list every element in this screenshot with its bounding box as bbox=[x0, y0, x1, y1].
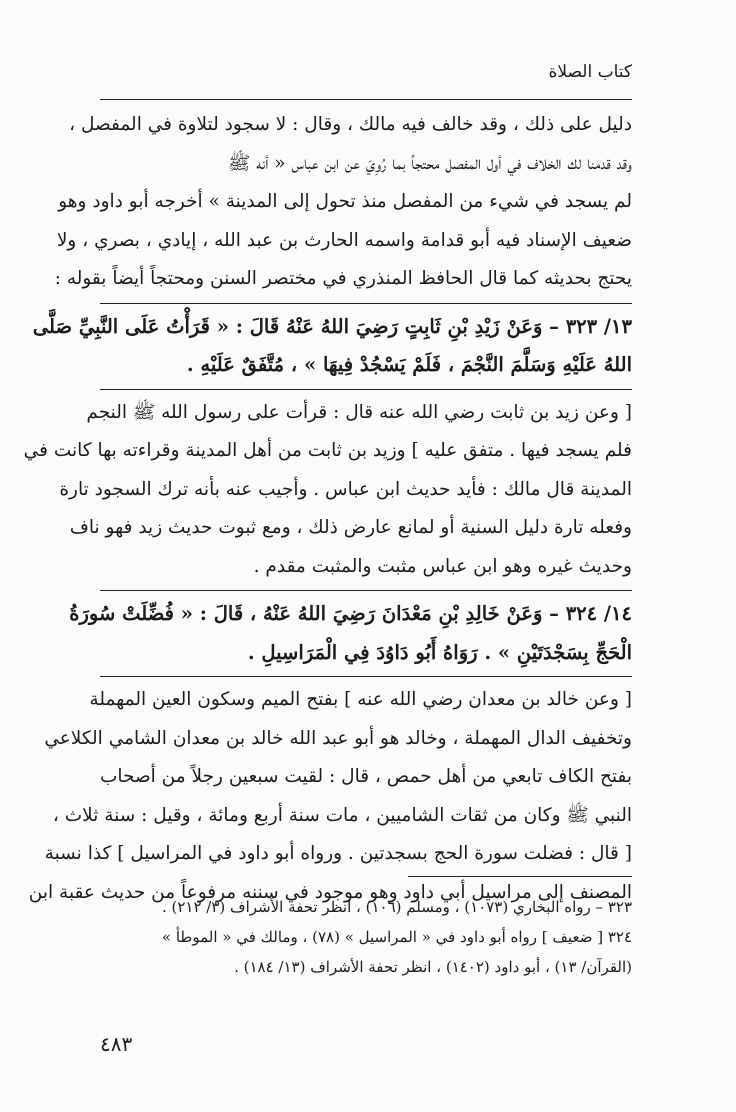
text-line: [ وعن خالد بن معدان رضي الله عنه ] بفتح الميم وسكون العين المهملة bbox=[89, 689, 632, 710]
text-line: ضعيف الإسناد فيه أبو قدامة واسمه الحارث بن عبد الله ، إيادي ، بصري ، ولا bbox=[56, 229, 632, 251]
footnote-line: ٣٢٤ [ ضعيف ] رواه أبو داود في « المراسيل » (٧٨) ، ومالك في « الموطأ » bbox=[161, 928, 632, 946]
commentary-324 bbox=[28, 681, 632, 912]
section-divider bbox=[100, 590, 632, 591]
section-divider bbox=[100, 303, 632, 304]
text-line: النبي ﷺ وكان من ثقات الشاميين ، مات سنة أربع ومائة ، وقيل : سنة ثلاث ، bbox=[52, 804, 632, 826]
footnote-line: ٣٢٣ – رواه البخاري (١٠٧٣) ، ومسلم (١٠٦) ، انظر تحفة الأشراف (٣/ ٢١٢) . bbox=[161, 898, 632, 916]
page-number: ٤٨٣ bbox=[100, 1032, 133, 1056]
header-rule bbox=[100, 99, 632, 100]
paragraph-1 bbox=[54, 106, 632, 299]
text-line: وحديث غيره وهو ابن عباس مثبت والمثبت مقدم . bbox=[253, 555, 632, 577]
text-line: لم يسجد في شيء من المفصل منذ تحول إلى المدينة » أخرجه أبو داود وهو bbox=[58, 191, 632, 212]
main-text bbox=[23, 106, 632, 912]
text-line: المدينة قال مالك : فأيد حديث ابن عباس . وأجيب عنه بأنه ترك السجود تارة bbox=[59, 478, 632, 500]
text-line: وتخفيف الدال المهملة ، وخالد هو أبو عبد الله خالد بن معدان الشامي الكلاعي bbox=[44, 727, 632, 749]
section-divider bbox=[100, 389, 632, 390]
hadith-line: اللهُ عَلَيْهِ وَسَلَّمَ النَّجْمَ ، فَلَمْ يَسْجُدْ فِيهَا » ، مُتَّفَقٌ عَلَيْهِ . bbox=[186, 353, 632, 376]
section-divider bbox=[100, 676, 632, 677]
text-line: بفتح الكاف تابعي من أهل حمص ، قال : لقيت سبعين رجلاً من أصحاب bbox=[99, 766, 632, 787]
footnotes bbox=[100, 892, 632, 982]
text-line: يحتج بحديثه كما قال الحافظ المنذري في مختصر السنن ومحتجاً أيضاً بقوله : bbox=[54, 268, 632, 289]
hadith-line: ١٣/ ٣٢٣ – وَعَنْ زَيْدِ بْنِ ثَابِتٍ رَضِيَ اللهُ عَنْهُ قَالَ : « قَرَأْتُ عَلَى النَّبِيِّ صَلَّى bbox=[32, 314, 632, 338]
running-header: كتاب الصلاة bbox=[548, 62, 632, 82]
text-line: وفعله تارة دليل السنية أو لمانع عارض ذلك ، ومع ثبوت حديث زيد فهو ناف bbox=[69, 517, 632, 538]
hadith-line: الْحَجِّ بِسَجْدَتَيْنِ » . رَوَاهُ أَبُو دَاوُدَ فِي الْمَرَاسِيلِ . bbox=[247, 640, 632, 664]
footnote-line: (القرآن/ ١٣) ، أبو داود (١٤٠٢) ، انظر تحفة الأشراف (١٣/ ١٨٤) . bbox=[234, 958, 632, 976]
hadith-324 bbox=[69, 595, 632, 672]
hadith-line: ١٤/ ٣٢٤ – وَعَنْ خَالِدِ بْنِ مَعْدَانَ رَضِيَ اللهُ عَنْهُ ، قَالَ : « فُضِّلَتْ سُورَةُ bbox=[69, 602, 632, 625]
hadith-323 bbox=[32, 308, 632, 385]
text-line: دليل على ذلك ، وقد خالف فيه مالك ، وقال : لا سجود لتلاوة في المفصل ، bbox=[69, 114, 632, 135]
footnote-rule bbox=[408, 876, 632, 877]
text-line: [ قال : فضلت سورة الحج بسجدتين . ورواه أبو داود في المراسيل ] كذا نسبة bbox=[44, 843, 632, 864]
text-line: فلم يسجد فيها . متفق عليه ] وزيد بن ثابت من أهل المدينة وقراءته بها كانت في bbox=[23, 440, 632, 461]
commentary-323 bbox=[23, 394, 632, 587]
text-line: وقد قدمنا لك الخلاف في أول المفصل محتجاً بما رُوِيَ عن ابن عباس « أنه ﷺ bbox=[228, 152, 632, 174]
text-line: المصنف إلى مراسيل أبي داود وهو موجود في سننه مرفوعاً من حديث عقبة ابن bbox=[28, 881, 632, 903]
text-line: [ وعن زيد بن ثابت رضي الله عنه قال : قرأت على رسول الله ﷺ النجم bbox=[86, 401, 632, 423]
